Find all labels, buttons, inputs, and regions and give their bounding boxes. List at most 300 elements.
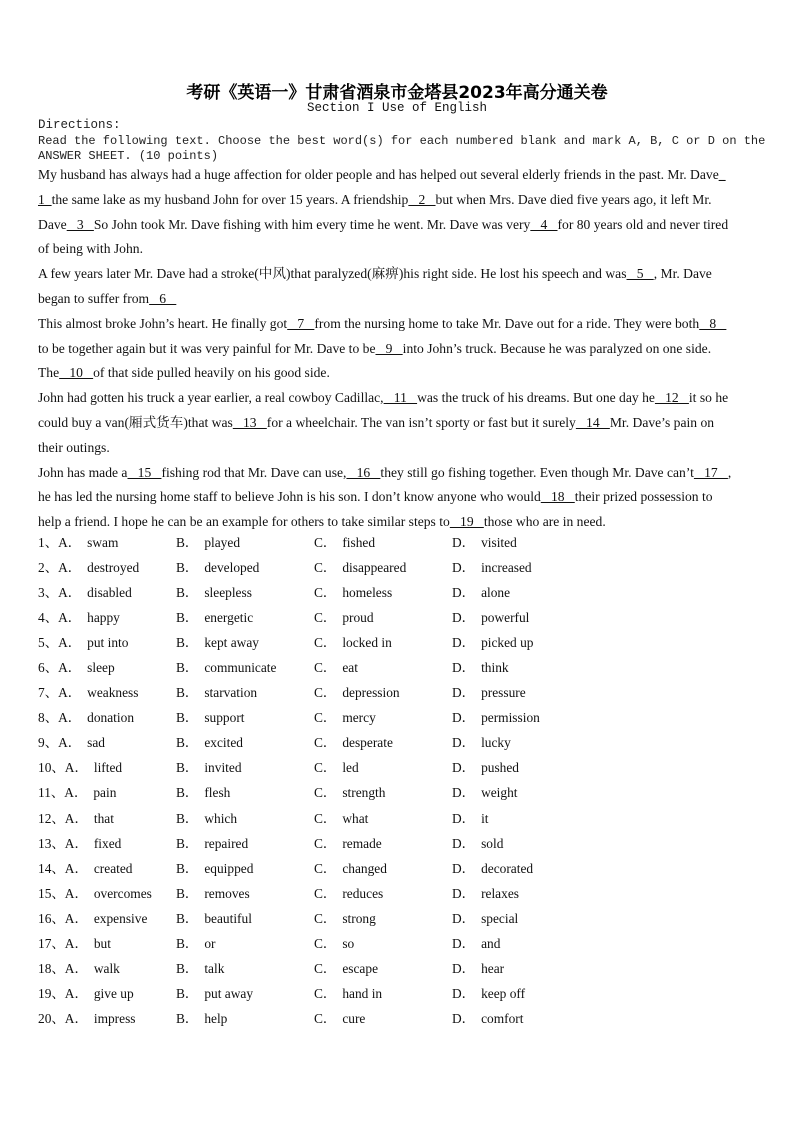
question-number: 11、 xyxy=(38,785,65,801)
option-letter: C． xyxy=(314,885,337,901)
option-text: it xyxy=(481,810,489,826)
option-a[interactable] xyxy=(38,630,128,655)
option-d[interactable] xyxy=(452,981,525,1006)
passage-text: they still go fishing together. Even though Mr. Dave can’t xyxy=(380,464,694,480)
option-c[interactable] xyxy=(314,806,368,831)
question-row xyxy=(38,981,758,1006)
answer-blank[interactable]: 12 xyxy=(654,390,689,406)
option-a[interactable] xyxy=(38,705,134,730)
option-letter: B． xyxy=(176,660,199,676)
option-b[interactable] xyxy=(176,780,230,805)
option-text: relaxes xyxy=(481,885,519,901)
option-letter: B． xyxy=(176,760,199,776)
option-c[interactable] xyxy=(314,555,406,580)
question-row xyxy=(38,530,758,555)
option-text: desperate xyxy=(342,735,393,751)
option-letter: D． xyxy=(452,835,476,851)
option-letter: B． xyxy=(176,635,199,651)
passage-text: John had gotten his truck a year earlier, a real cowboy Cadillac, xyxy=(38,390,384,406)
answer-blank[interactable]: 17 xyxy=(693,464,728,480)
option-a[interactable] xyxy=(38,730,105,755)
option-c[interactable] xyxy=(314,856,387,881)
option-d[interactable] xyxy=(452,605,529,630)
option-a[interactable] xyxy=(38,755,122,780)
answer-blank[interactable]: 7 xyxy=(287,315,315,331)
option-b[interactable] xyxy=(176,806,237,831)
option-text: led xyxy=(342,760,359,776)
answer-blank[interactable]: 10 xyxy=(59,365,94,381)
question-row xyxy=(38,755,758,780)
option-d[interactable] xyxy=(452,530,517,555)
question-number: 8、 xyxy=(38,710,59,726)
option-letter: B． xyxy=(176,935,199,951)
answer-blank[interactable]: 11 xyxy=(383,390,418,406)
question-row xyxy=(38,605,758,630)
option-text: alone xyxy=(481,585,511,601)
option-a[interactable] xyxy=(38,580,132,605)
question-number: 17、 xyxy=(38,935,65,951)
option-c[interactable] xyxy=(314,906,376,931)
option-letter: D． xyxy=(452,560,476,576)
option-text: eat xyxy=(342,660,358,676)
question-row xyxy=(38,780,758,805)
question-row xyxy=(38,655,758,680)
answer-blank[interactable]: 9 xyxy=(375,340,403,356)
option-b[interactable] xyxy=(176,630,259,655)
option-letter: A． xyxy=(64,960,88,976)
question-row xyxy=(38,630,758,655)
option-d[interactable] xyxy=(452,730,511,755)
option-c[interactable] xyxy=(314,780,385,805)
option-text: cure xyxy=(342,1010,366,1026)
option-d[interactable] xyxy=(452,881,519,906)
question-number: 16、 xyxy=(38,910,65,926)
option-text: and xyxy=(481,935,501,951)
option-b[interactable] xyxy=(176,831,248,856)
option-d[interactable] xyxy=(452,680,526,705)
option-a[interactable] xyxy=(38,780,116,805)
option-letter: B． xyxy=(176,1010,199,1026)
option-letter: A． xyxy=(64,760,88,776)
option-text: sad xyxy=(87,735,106,751)
option-text: impress xyxy=(93,1010,136,1026)
option-d[interactable] xyxy=(452,555,532,580)
question-row xyxy=(38,856,758,881)
option-d[interactable] xyxy=(452,580,510,605)
option-letter: A． xyxy=(58,685,82,701)
option-a[interactable] xyxy=(38,1006,136,1031)
section-subtitle: Section I Use of English xyxy=(306,101,488,115)
option-d[interactable] xyxy=(452,655,509,680)
answer-blank[interactable]: 5 xyxy=(626,266,654,282)
answer-blank[interactable]: 3 xyxy=(66,216,94,232)
option-text: equipped xyxy=(204,860,254,876)
option-text: pain xyxy=(93,785,117,801)
option-d[interactable] xyxy=(452,780,518,805)
option-text: sold xyxy=(481,835,504,851)
option-text: sleep xyxy=(87,660,115,676)
option-c[interactable] xyxy=(314,1006,365,1031)
question-number: 15、 xyxy=(38,885,65,901)
option-letter: A． xyxy=(58,735,82,751)
option-c[interactable] xyxy=(314,956,378,981)
option-text: pushed xyxy=(481,760,519,776)
passage-line xyxy=(38,163,758,188)
option-text: escape xyxy=(342,960,379,976)
option-c[interactable] xyxy=(314,605,374,630)
passage-text: A few years later Mr. Dave had a stroke(中风)that paralyzed(麻痹)his right side. He lost his speech and was xyxy=(38,266,627,282)
option-text: developed xyxy=(204,560,260,576)
directions-line-1: Read the following text. Choose the best word(s) for each numbered blank and mark A, B, C or D on the xyxy=(38,134,766,148)
option-b[interactable] xyxy=(176,1006,227,1031)
option-a[interactable] xyxy=(38,981,134,1006)
option-letter: A． xyxy=(64,985,88,1001)
option-letter: D． xyxy=(452,635,476,651)
option-letter: B． xyxy=(176,835,199,851)
option-letter: B． xyxy=(176,885,199,901)
option-letter: D． xyxy=(452,810,476,826)
passage-text: My husband has always had a huge affection for older people and has helped out several elderly friends in the past. Mr. Dave xyxy=(38,167,719,182)
option-letter: C． xyxy=(314,935,337,951)
option-text: fixed xyxy=(93,835,122,851)
passage-text: the same lake as my husband John for over 15 years. A friendship xyxy=(51,191,409,207)
option-a[interactable] xyxy=(38,605,120,630)
option-letter: C． xyxy=(314,635,337,651)
passage-text: help a friend. I hope he can be an example for others to take similar steps to xyxy=(38,514,450,530)
passage-line xyxy=(38,237,758,262)
option-b[interactable] xyxy=(176,931,215,956)
option-text: remade xyxy=(342,835,382,851)
question-row xyxy=(38,705,758,730)
option-text: give up xyxy=(93,985,134,1001)
option-text: strong xyxy=(342,910,376,926)
answer-blank[interactable]: 14 xyxy=(575,414,610,430)
option-c[interactable] xyxy=(314,705,376,730)
option-c[interactable] xyxy=(314,680,400,705)
passage-line xyxy=(38,312,758,337)
option-text: beautiful xyxy=(204,910,252,926)
option-d[interactable] xyxy=(452,856,533,881)
question-number: 13、 xyxy=(38,835,65,851)
option-text: put into xyxy=(87,635,129,651)
option-text: swam xyxy=(87,535,119,550)
option-b[interactable] xyxy=(176,906,252,931)
option-c[interactable] xyxy=(314,981,382,1006)
passage-text: So John took Mr. Dave fishing with him every time he went. Mr. Dave was very xyxy=(93,216,531,232)
passage-text: Dave xyxy=(38,216,67,232)
option-b[interactable] xyxy=(176,730,243,755)
option-text: happy xyxy=(87,610,120,626)
option-text: flesh xyxy=(204,785,231,801)
option-b[interactable] xyxy=(176,605,253,630)
option-text: permission xyxy=(481,710,540,726)
option-letter: D． xyxy=(452,860,476,876)
question-number: 14、 xyxy=(38,860,65,876)
passage-line xyxy=(38,436,758,461)
option-text: invited xyxy=(204,760,242,776)
option-letter: C． xyxy=(314,985,337,1001)
option-text: repaired xyxy=(204,835,249,851)
option-text: kept away xyxy=(204,635,259,651)
option-text: which xyxy=(204,810,238,826)
passage-line xyxy=(38,386,758,411)
option-letter: D． xyxy=(452,910,476,926)
answer-blank[interactable]: 6 xyxy=(149,290,177,306)
option-a[interactable] xyxy=(38,555,139,580)
option-text: excited xyxy=(204,735,243,751)
passage-text: to be together again but it was very painful for Mr. Dave to be xyxy=(38,340,376,356)
option-d[interactable] xyxy=(452,630,534,655)
option-letter: C． xyxy=(314,835,337,851)
option-b[interactable] xyxy=(176,530,240,555)
question-row xyxy=(38,931,758,956)
option-text: changed xyxy=(342,860,387,876)
option-c[interactable] xyxy=(314,755,359,780)
passage-line xyxy=(38,287,758,312)
passage-text: Mr. Dave’s pain on xyxy=(609,414,715,430)
option-letter: D． xyxy=(452,735,476,751)
option-text: strength xyxy=(342,785,386,801)
passage-text: into John’s truck. Because he was paralyzed on one side. xyxy=(402,340,712,356)
option-letter: B． xyxy=(176,560,199,576)
answer-blank[interactable]: 4 xyxy=(530,216,558,232)
option-text: so xyxy=(342,935,355,951)
option-b[interactable] xyxy=(176,555,259,580)
option-letter: D． xyxy=(452,685,476,701)
option-a[interactable] xyxy=(38,655,115,680)
passage-text: for 80 years old and never tired xyxy=(557,216,729,232)
question-row xyxy=(38,956,758,981)
option-letter: A． xyxy=(64,1010,88,1026)
option-text: weakness xyxy=(87,685,139,701)
option-text: walk xyxy=(93,960,120,976)
option-letter: A． xyxy=(58,535,82,550)
option-text: played xyxy=(204,535,241,550)
option-text: special xyxy=(481,910,519,926)
option-d[interactable] xyxy=(452,755,519,780)
question-row xyxy=(38,580,758,605)
option-d[interactable] xyxy=(452,831,503,856)
option-letter: C． xyxy=(314,685,337,701)
option-text: visited xyxy=(481,535,517,550)
option-letter: A． xyxy=(64,785,88,801)
option-text: decorated xyxy=(481,860,534,876)
option-d[interactable] xyxy=(452,1006,523,1031)
option-c[interactable] xyxy=(314,931,354,956)
option-text: comfort xyxy=(481,1010,524,1026)
question-number: 19、 xyxy=(38,985,65,1001)
answer-blank[interactable]: 18 xyxy=(540,489,575,505)
passage-line xyxy=(38,411,758,436)
option-text: disappeared xyxy=(342,560,407,576)
option-letter: B． xyxy=(176,910,199,926)
option-letter: D． xyxy=(452,660,476,676)
option-text: locked in xyxy=(342,635,392,651)
question-row xyxy=(38,806,758,831)
option-b[interactable] xyxy=(176,705,245,730)
answer-blank[interactable]: 8 xyxy=(699,315,727,331)
option-letter: C． xyxy=(314,660,337,676)
option-b[interactable] xyxy=(176,680,257,705)
option-letter: C． xyxy=(314,785,337,801)
option-letter: C． xyxy=(314,860,337,876)
passage-text: from the nursing home to take Mr. Dave out for a ride. They were both xyxy=(314,315,700,331)
passage-text: their outings. xyxy=(38,439,110,455)
option-letter: D． xyxy=(452,535,476,550)
option-letter: B． xyxy=(176,860,199,876)
option-a[interactable] xyxy=(38,831,121,856)
page-title: 考研《英语一》甘肃省酒泉市金塔县2023年高分通关卷 xyxy=(186,83,608,103)
option-text: lucky xyxy=(481,735,511,751)
option-letter: D． xyxy=(452,885,476,901)
option-letter: D． xyxy=(452,960,476,976)
option-b[interactable] xyxy=(176,856,253,881)
option-text: talk xyxy=(204,960,225,976)
option-letter: B． xyxy=(176,785,199,801)
option-b[interactable] xyxy=(176,956,224,981)
question-number: 2、 xyxy=(38,560,59,576)
option-letter: A． xyxy=(58,710,82,726)
option-text: put away xyxy=(204,985,254,1001)
option-d[interactable] xyxy=(452,956,504,981)
option-b[interactable] xyxy=(176,981,253,1006)
option-text: hand in xyxy=(342,985,383,1001)
option-letter: D． xyxy=(452,785,476,801)
question-row xyxy=(38,555,758,580)
option-c[interactable] xyxy=(314,831,382,856)
option-c[interactable] xyxy=(314,730,393,755)
option-letter: D． xyxy=(452,760,476,776)
option-letter: A． xyxy=(58,635,82,651)
option-letter: A． xyxy=(64,935,88,951)
option-letter: A． xyxy=(58,585,82,601)
question-row xyxy=(38,906,758,931)
option-letter: A． xyxy=(58,660,82,676)
option-a[interactable] xyxy=(38,530,118,555)
passage-text: of being with John. xyxy=(38,241,143,257)
option-text: communicate xyxy=(204,660,277,676)
option-a[interactable] xyxy=(38,931,111,956)
option-letter: D． xyxy=(452,985,476,1001)
directions-label: Directions: xyxy=(38,118,121,132)
option-c[interactable] xyxy=(314,655,358,680)
option-letter: C． xyxy=(314,735,337,751)
option-letter: C． xyxy=(314,810,337,826)
answer-blank[interactable]: 16 xyxy=(346,464,381,480)
option-d[interactable] xyxy=(452,705,540,730)
option-letter: D． xyxy=(452,710,476,726)
option-c[interactable] xyxy=(314,580,392,605)
option-letter: D． xyxy=(452,585,476,601)
question-number: 10、 xyxy=(38,760,65,776)
passage-text: John has made a xyxy=(38,464,128,480)
answer-blank[interactable]: 13 xyxy=(232,414,267,430)
option-a[interactable] xyxy=(38,956,120,981)
passage-text: fishing rod that Mr. Dave can use, xyxy=(161,464,347,480)
option-letter: B． xyxy=(176,960,199,976)
option-a[interactable] xyxy=(38,856,133,881)
option-text: proud xyxy=(342,610,374,626)
question-number: 3、 xyxy=(38,585,59,601)
option-a[interactable] xyxy=(38,881,152,906)
option-text: starvation xyxy=(204,685,258,701)
option-letter: C． xyxy=(314,760,337,776)
option-text: sleepless xyxy=(204,585,252,601)
option-d[interactable] xyxy=(452,906,518,931)
option-text: lifted xyxy=(93,760,123,776)
directions-text xyxy=(38,134,765,164)
answer-blank[interactable]: _ xyxy=(718,167,726,182)
passage-text: , xyxy=(727,464,732,480)
question-number: 5、 xyxy=(38,635,59,651)
option-letter: D． xyxy=(452,610,476,626)
question-row xyxy=(38,1006,758,1031)
passage-line xyxy=(38,461,758,486)
passage-line xyxy=(38,188,758,213)
option-text: picked up xyxy=(481,635,534,651)
option-a[interactable] xyxy=(38,680,138,705)
option-text: that xyxy=(93,810,114,826)
passage-text: , Mr. Dave xyxy=(653,266,712,282)
option-a[interactable] xyxy=(38,806,114,831)
option-text: keep off xyxy=(481,985,526,1001)
option-text: removes xyxy=(204,885,250,901)
option-letter: D． xyxy=(452,935,476,951)
option-c[interactable] xyxy=(314,530,375,555)
option-c[interactable] xyxy=(314,630,392,655)
option-d[interactable] xyxy=(452,931,500,956)
option-letter: B． xyxy=(176,710,199,726)
question-number: 6、 xyxy=(38,660,59,676)
option-letter: C． xyxy=(314,535,337,550)
passage-text: he has led the nursing home staff to believe John is his son. I don’t know anyone who would xyxy=(38,489,541,505)
option-letter: C． xyxy=(314,910,337,926)
answer-blank[interactable]: 15 xyxy=(127,464,162,480)
option-c[interactable] xyxy=(314,881,383,906)
question-row xyxy=(38,831,758,856)
option-text: mercy xyxy=(342,710,376,726)
option-b[interactable] xyxy=(176,881,250,906)
option-b[interactable] xyxy=(176,755,242,780)
directions-line-2: ANSWER SHEET. (10 points) xyxy=(38,149,219,163)
option-letter: A． xyxy=(64,860,88,876)
option-letter: B． xyxy=(176,585,199,601)
option-b[interactable] xyxy=(176,580,252,605)
answer-blank[interactable]: 2 xyxy=(408,191,436,207)
passage-text: their prized possession to xyxy=(574,489,713,505)
cloze-passage xyxy=(38,163,758,535)
option-text: what xyxy=(342,810,369,826)
option-d[interactable] xyxy=(452,806,489,831)
answer-blank[interactable]: 19 xyxy=(449,514,484,530)
option-b[interactable] xyxy=(176,655,276,680)
passage-line xyxy=(38,485,758,510)
option-text: expensive xyxy=(93,910,148,926)
passage-text: for a wheelchair. The van isn’t sporty or fast but it surely xyxy=(266,414,576,430)
option-text: or xyxy=(204,935,216,951)
answer-blank[interactable]: 1 xyxy=(38,191,52,207)
passage-text: was the truck of his dreams. But one day he xyxy=(417,390,655,406)
option-text: increased xyxy=(481,560,532,576)
passage-text: This almost broke John’s heart. He finally got xyxy=(38,315,288,331)
passage-text: began to suffer from xyxy=(38,290,150,306)
option-text: overcomes xyxy=(93,885,152,901)
option-letter: A． xyxy=(64,910,88,926)
option-letter: C． xyxy=(314,960,337,976)
option-letter: B． xyxy=(176,535,199,550)
option-a[interactable] xyxy=(38,906,147,931)
question-number: 7、 xyxy=(38,685,59,701)
